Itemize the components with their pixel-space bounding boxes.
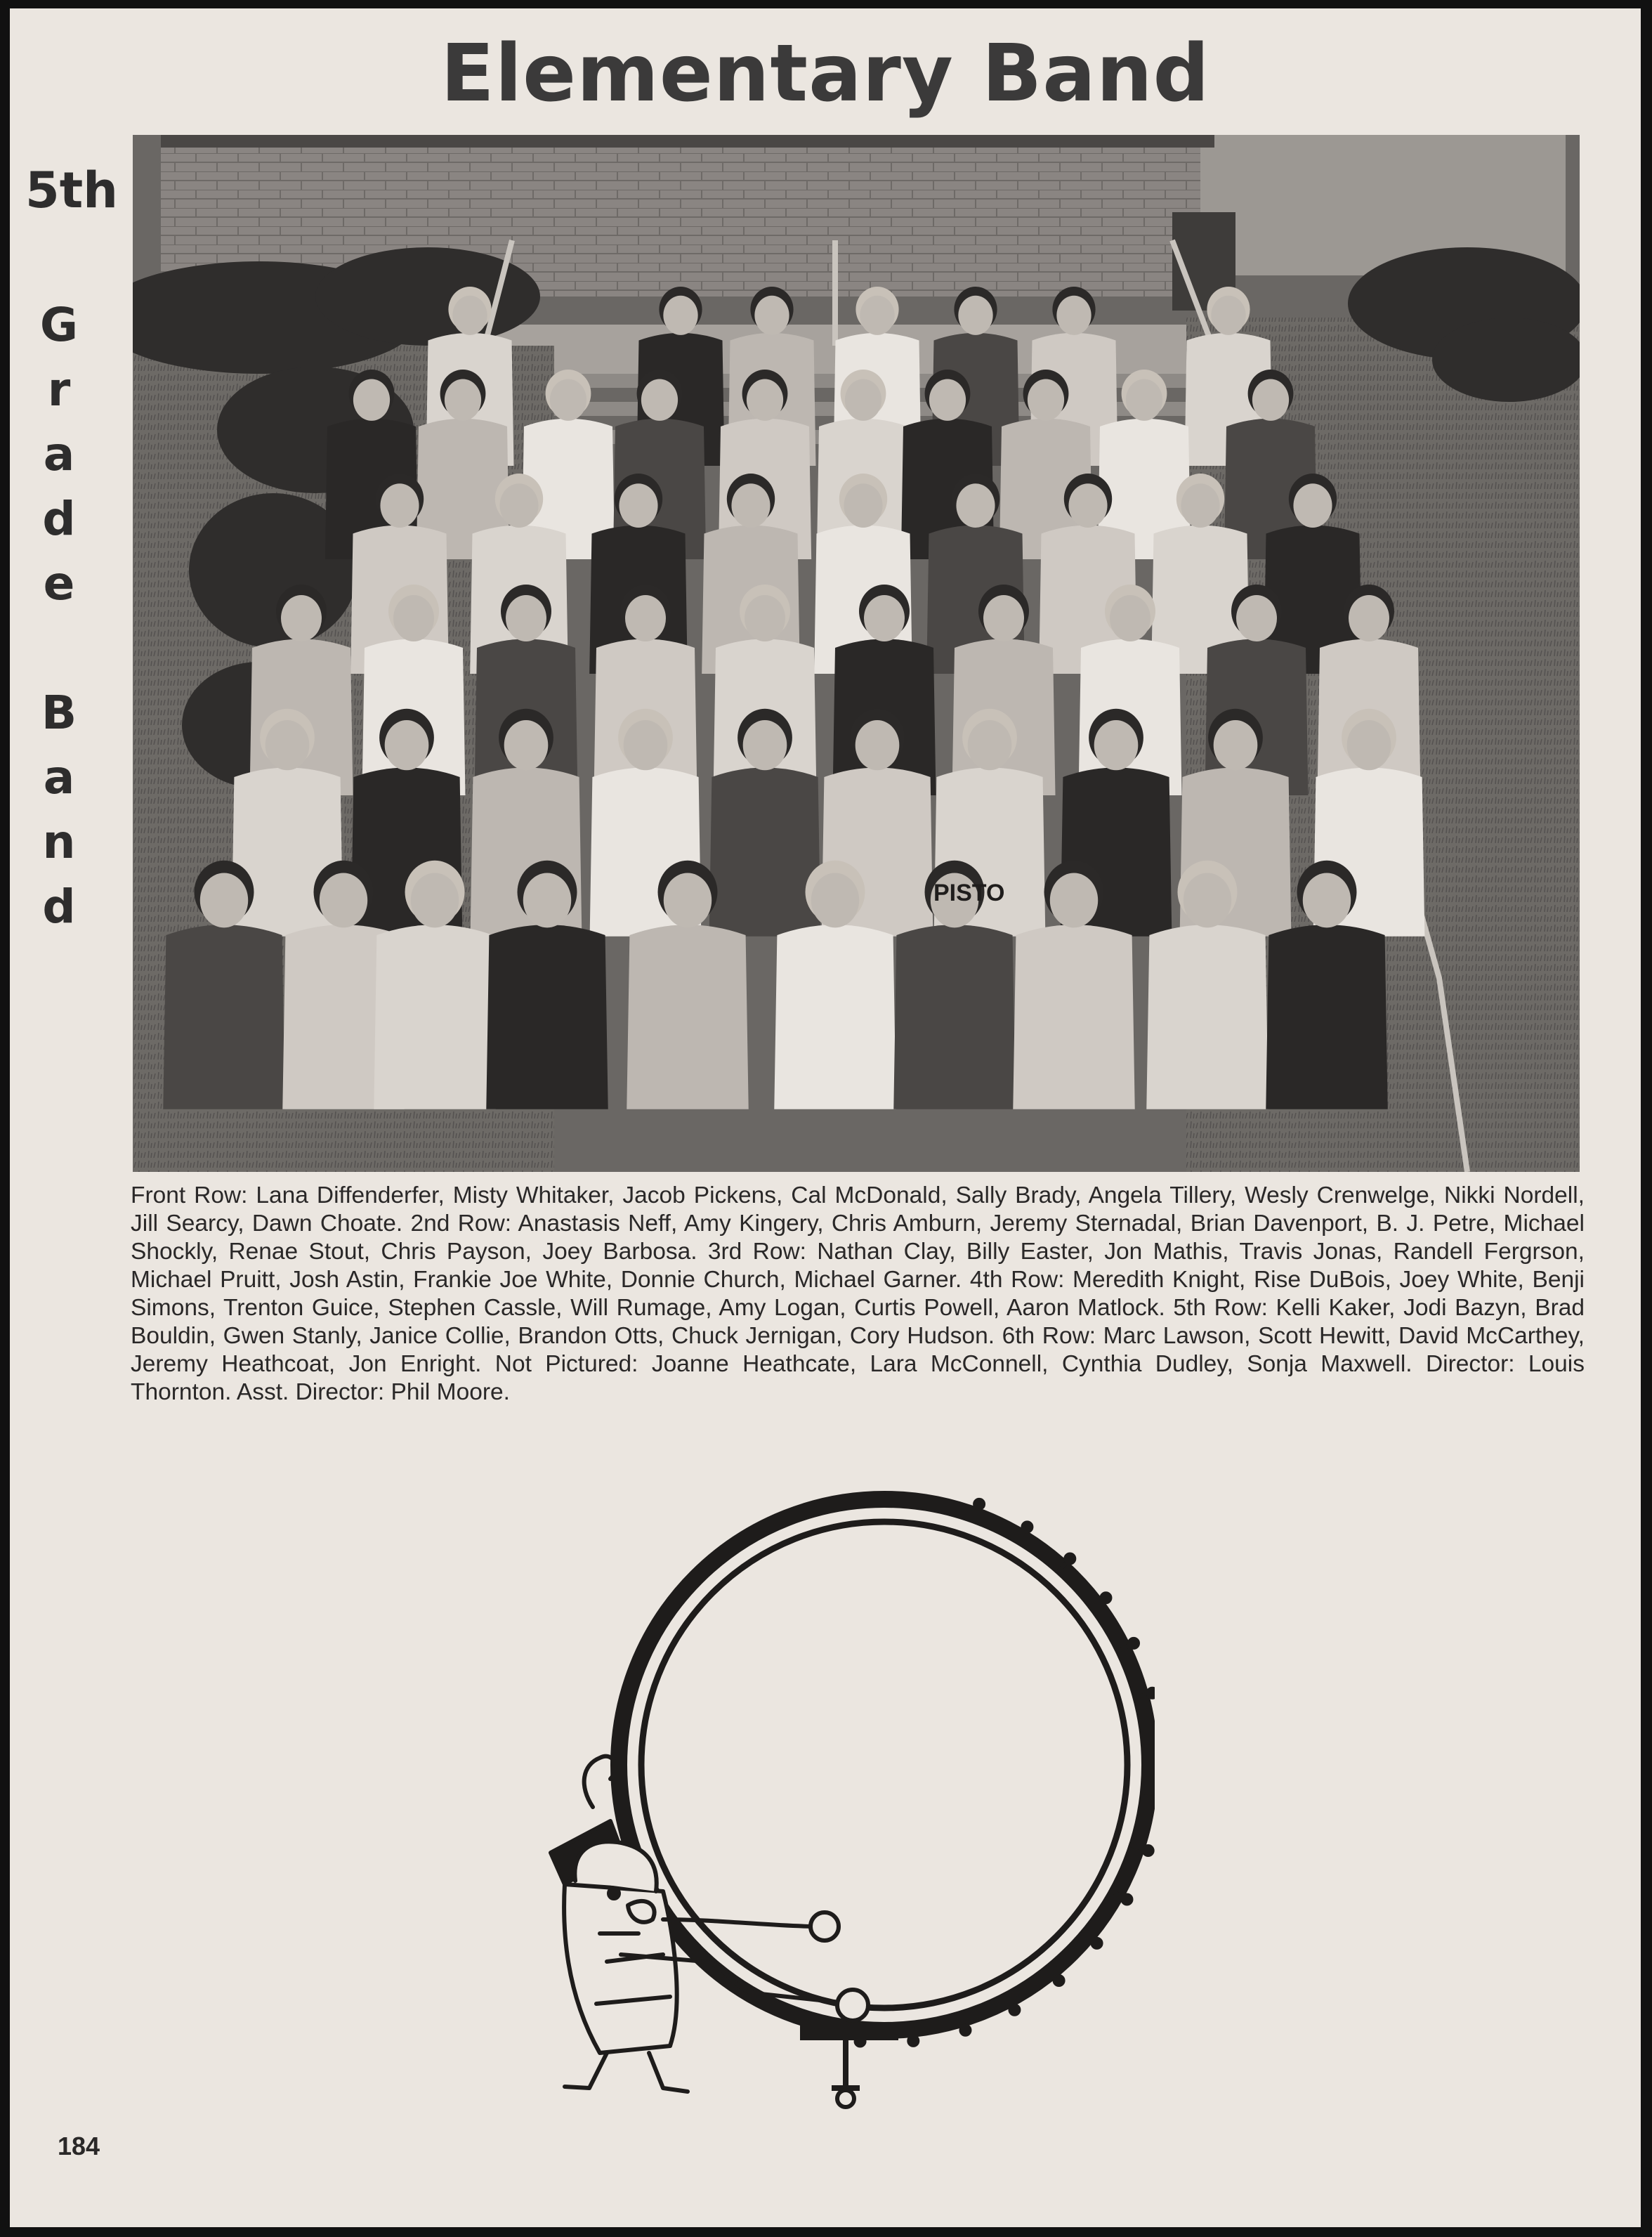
student-face bbox=[1094, 720, 1139, 770]
student-face bbox=[506, 595, 546, 641]
grade-band-vertical-label bbox=[38, 293, 80, 939]
student-body bbox=[163, 925, 284, 1109]
student-face bbox=[1211, 296, 1245, 335]
student-face bbox=[860, 296, 894, 335]
student-face bbox=[1347, 720, 1391, 770]
student-face bbox=[393, 595, 434, 641]
student-face bbox=[747, 379, 783, 421]
student-face bbox=[1126, 379, 1162, 421]
student-face bbox=[968, 720, 1012, 770]
shirt-lettering: PISTO bbox=[933, 880, 1005, 906]
class-photo bbox=[133, 135, 1580, 1172]
side-letter-n: n bbox=[42, 815, 76, 869]
drum-lug bbox=[961, 2026, 969, 2035]
student-face bbox=[731, 483, 770, 528]
student-face bbox=[958, 296, 992, 335]
student-face bbox=[1252, 379, 1289, 421]
drum-lug bbox=[1122, 1895, 1131, 1903]
grade-number-label: 5th bbox=[25, 162, 119, 219]
student-face bbox=[266, 720, 310, 770]
student-face bbox=[845, 379, 881, 421]
student-face bbox=[200, 873, 248, 928]
student-face bbox=[1303, 873, 1351, 928]
student-face bbox=[1028, 379, 1064, 421]
student-face bbox=[452, 296, 487, 335]
student-face bbox=[743, 720, 787, 770]
student-face bbox=[411, 873, 459, 928]
student-face bbox=[523, 873, 571, 928]
student-face bbox=[281, 595, 322, 641]
student-body bbox=[1013, 925, 1134, 1109]
student-face bbox=[1068, 483, 1107, 528]
photo-caption: Front Row: Lana Diffenderfer, Misty Whitaker, Jacob Pickens, Cal McDonald, Sally Brady, Angela Tillery, Wesly Crenwelge, Nikki Nordell, Jill Searcy, Dawn Choate. 2nd Row: Anastasis Neff, Amy Kingery, Chris Amburn, Jeremy Sternadal, Brian Davenport, B. J. Petre, Michael Shockly, Renae Stout, Chris Payson, Joey Barbosa. 3rd Row: Nathan Clay, Billy Easter, Jon Mathis, Travis Jonas, Randell Fergrson, Michael Pruitt, Josh Astin, Frankie Joe White, Donnie Church, Michael Garner. 4th Row: Meredith Knight, Rise DuBois, Joey White, Benji Simons, Trenton Guice, Stephen Cassle, Will Rumage, Amy Logan, Curtis Powell, Aaron Matlock. 5th Row: Kelli Kaker, Jodi Bazyn, Brad Bouldin, Gwen Stanly, Janice Collie, Brandon Otts, Chuck Jernigan, Cory Hudson. 6th Row: Marc Lawson, Scott Hewitt, David McCarthey, Jeremy Heathcoat, Jon Enright. Not Pictured: Joanne Heathcate, Lara McConnell, Cynthia Dudley, Sonja Maxwell. Director: Louis Thornton. Asst. Director: Phil Moore. bbox=[131, 1182, 1585, 1405]
student-face bbox=[1214, 720, 1258, 770]
student-face bbox=[864, 595, 905, 641]
student-body bbox=[774, 925, 896, 1109]
drum-lug bbox=[1066, 1554, 1074, 1563]
student-face bbox=[956, 483, 995, 528]
student-face bbox=[1293, 483, 1332, 528]
student-body bbox=[1146, 925, 1268, 1109]
student-face bbox=[929, 379, 966, 421]
student-face bbox=[745, 595, 785, 641]
student-body bbox=[1266, 925, 1387, 1109]
bass-drum-drummer-cartoon-icon bbox=[523, 1470, 1155, 2123]
student-face bbox=[1349, 595, 1389, 641]
drum-tension-rod bbox=[1142, 1745, 1155, 1747]
student-face bbox=[445, 379, 481, 421]
student-face bbox=[663, 296, 697, 335]
student-face bbox=[550, 379, 586, 421]
class-photo-image bbox=[133, 135, 1580, 1172]
drum-lug bbox=[1129, 1639, 1138, 1648]
student-face bbox=[641, 379, 678, 421]
side-letter-e: e bbox=[43, 556, 75, 611]
drum-lug bbox=[1055, 1976, 1063, 1985]
student-face bbox=[385, 720, 429, 770]
student-body bbox=[374, 925, 495, 1109]
student-face bbox=[855, 720, 900, 770]
page-title: Elementary Band bbox=[440, 28, 1210, 119]
drum-illustration bbox=[523, 1470, 1155, 2123]
student-face bbox=[499, 483, 538, 528]
student-face bbox=[811, 873, 859, 928]
side-letter-space bbox=[38, 616, 80, 681]
yearbook-page bbox=[10, 8, 1641, 2227]
drum-lug bbox=[1101, 1593, 1110, 1602]
page-number: 184 bbox=[58, 2132, 100, 2160]
drum-lug bbox=[1093, 1939, 1101, 1948]
student-face bbox=[1181, 483, 1219, 528]
student-face bbox=[844, 483, 882, 528]
side-letter-g: G bbox=[39, 298, 79, 352]
student-body bbox=[893, 925, 1015, 1109]
drum-lug bbox=[1023, 1522, 1031, 1531]
student-face bbox=[353, 379, 390, 421]
student-face bbox=[619, 483, 657, 528]
student-face bbox=[624, 720, 668, 770]
student-face bbox=[983, 595, 1024, 641]
side-letter-a: a bbox=[43, 427, 75, 481]
side-label bbox=[10, 149, 119, 1076]
student-face bbox=[664, 873, 712, 928]
student-face bbox=[1110, 595, 1150, 641]
side-letter-b: B bbox=[41, 686, 77, 740]
student-face bbox=[380, 483, 419, 528]
side-letter-r: r bbox=[47, 363, 71, 417]
side-letter-d2: d bbox=[42, 880, 76, 934]
drum-lug bbox=[975, 1500, 983, 1508]
student-face bbox=[1056, 296, 1091, 335]
student-face bbox=[504, 720, 549, 770]
drum-lug bbox=[909, 2037, 917, 2045]
side-letter-d: d bbox=[42, 492, 76, 546]
student-face bbox=[320, 873, 367, 928]
student-face bbox=[1050, 873, 1098, 928]
student-face bbox=[754, 296, 789, 335]
student-face bbox=[625, 595, 666, 641]
drum-tension-rod bbox=[1141, 1796, 1155, 1799]
student-face bbox=[1236, 595, 1277, 641]
student-face bbox=[1184, 873, 1231, 928]
drum-lug bbox=[1010, 2006, 1018, 2014]
drum-lug bbox=[1148, 1689, 1155, 1697]
student-body bbox=[627, 925, 748, 1109]
side-letter-a2: a bbox=[43, 750, 75, 804]
student-body bbox=[486, 925, 608, 1109]
drum-lug bbox=[1144, 1846, 1153, 1855]
student-body bbox=[709, 768, 821, 937]
